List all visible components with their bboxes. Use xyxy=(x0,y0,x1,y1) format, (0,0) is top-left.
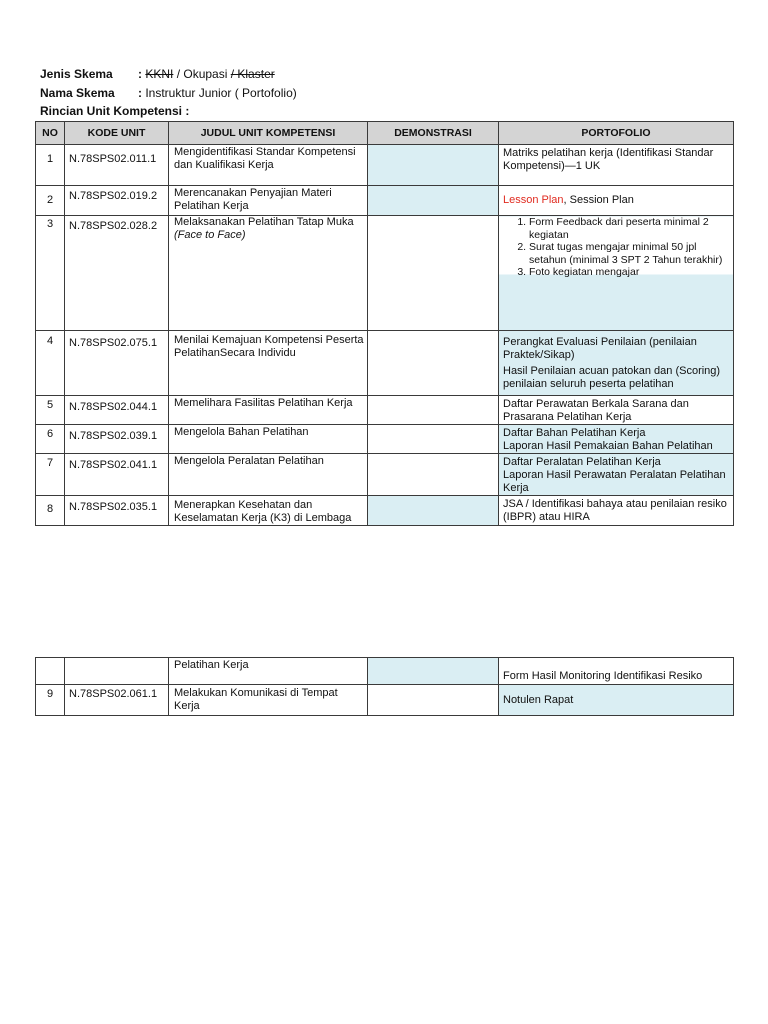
col-header-demonstrasi: DEMONSTRASI xyxy=(368,122,499,145)
cell-judul: Pelatihan Kerja xyxy=(169,658,368,685)
section-title: Rincian Unit Kompetensi : xyxy=(40,104,190,118)
cell-judul: Mengelola Bahan Pelatihan xyxy=(169,425,368,454)
cell-portofolio xyxy=(499,216,734,331)
cell-demonstrasi xyxy=(368,496,499,526)
cell-judul: Merencanakan Penyajian Materi Pelatihan Kerja xyxy=(169,186,368,216)
judul-text: Melaksanakan Pelatihan Tatap Muka xyxy=(174,216,354,228)
cell-kode: N.78SPS02.028.2 xyxy=(65,216,169,331)
table-row xyxy=(36,496,734,526)
cell-demonstrasi xyxy=(368,216,499,331)
cell-demonstrasi xyxy=(368,331,499,396)
jenis-okupasi: / Okupasi xyxy=(173,67,231,81)
table-row xyxy=(36,216,734,331)
cell-demonstrasi xyxy=(368,186,499,216)
cell-kode: N.78SPS02.044.1 xyxy=(65,396,169,425)
unit-kompetensi-table xyxy=(35,121,734,526)
cell-portofolio: Notulen Rapat xyxy=(499,685,734,716)
portofolio-line-2: Laporan Hasil Perawatan Peralatan Pelatihan Kerja xyxy=(503,469,726,494)
cell-judul: Mengelola Peralatan Pelatihan xyxy=(169,454,368,496)
cell-portofolio: Daftar Perawatan Berkala Sarana dan Prasarana Pelatihan Kerja xyxy=(499,396,734,425)
portofolio-line-2: Hasil Penilaian acuan patokan dan (Scoring) penilaian seluruh peserta pelatihan xyxy=(503,365,721,390)
cell-kode: N.78SPS02.011.1 xyxy=(65,145,169,186)
cell-kode: N.78SPS02.061.1 xyxy=(65,685,169,716)
cell-no: 3 xyxy=(36,216,65,331)
cell-kode xyxy=(65,658,169,685)
cell-portofolio xyxy=(499,425,734,454)
portofolio-list xyxy=(499,216,733,279)
cell-demonstrasi xyxy=(368,454,499,496)
cell-kode: N.78SPS02.075.1 xyxy=(65,331,169,396)
portofolio-line-1: Perangkat Evaluasi Penilaian (penilaian Praktek/Sikap) xyxy=(503,336,697,361)
table-row xyxy=(36,145,734,186)
cell-no: 6 xyxy=(36,425,65,454)
cell-no: 4 xyxy=(36,331,65,396)
cell-judul: Melakukan Komunikasi di Tempat Kerja xyxy=(169,685,368,716)
colon: : xyxy=(138,86,142,100)
lesson-plan-text: Lesson Plan xyxy=(503,194,564,206)
cell-portofolio xyxy=(499,454,734,496)
portofolio-line-1: Daftar Peralatan Pelatihan Kerja xyxy=(503,456,661,468)
nama-skema-value: Instruktur Junior ( Portofolio) xyxy=(145,86,297,100)
cell-demonstrasi xyxy=(368,658,499,685)
cell-no: 2 xyxy=(36,186,65,216)
jenis-skema-label: Jenis Skema xyxy=(40,67,113,81)
cell-kode: N.78SPS02.019.2 xyxy=(65,186,169,216)
unit-kompetensi-table-continued xyxy=(35,657,734,716)
table-row xyxy=(36,396,734,425)
cell-judul xyxy=(169,216,368,331)
cell-no: 5 xyxy=(36,396,65,425)
judul-italic: (Face to Face) xyxy=(174,229,246,241)
jenis-skema-line xyxy=(40,67,275,81)
cell-kode: N.78SPS02.039.1 xyxy=(65,425,169,454)
cell-demonstrasi xyxy=(368,396,499,425)
cell-portofolio xyxy=(499,186,734,216)
session-plan-text: , Session Plan xyxy=(563,194,634,206)
table-row xyxy=(36,454,734,496)
table-row xyxy=(36,186,734,216)
table-row xyxy=(36,685,734,716)
table-row xyxy=(36,331,734,396)
list-item: 3. Foto kegiatan mengajar xyxy=(529,266,733,279)
portofolio-line-1: Daftar Bahan Pelatihan Kerja xyxy=(503,427,646,439)
col-header-no: NO xyxy=(36,122,65,145)
cell-judul: Mengidentifikasi Standar Kompetensi dan Kualifikasi Kerja xyxy=(169,145,368,186)
list-item: 1. Form Feedback dari peserta minimal 2 kegiatan xyxy=(529,216,733,241)
portofolio-line-2: Laporan Hasil Pemakaian Bahan Pelatihan xyxy=(503,440,713,452)
cell-no: 9 xyxy=(36,685,65,716)
cell-no: 8 xyxy=(36,496,65,526)
cell-demonstrasi xyxy=(368,685,499,716)
table-header-row xyxy=(36,122,734,145)
colon: : xyxy=(138,67,142,81)
cell-kode: N.78SPS02.035.1 xyxy=(65,496,169,526)
cell-portofolio: Matriks pelatihan kerja (Identifikasi Standar Kompetensi)—1 UK xyxy=(499,145,734,186)
cell-portofolio: Form Hasil Monitoring Identifikasi Resiko xyxy=(499,658,734,685)
cell-portofolio: JSA / Identifikasi bahaya atau penilaian resiko (IBPR) atau HIRA xyxy=(499,496,734,526)
table-row xyxy=(36,658,734,685)
cell-judul: Menerapkan Kesehatan dan Keselamatan Kerja (K3) di Lembaga xyxy=(169,496,368,526)
nama-skema-label: Nama Skema xyxy=(40,86,115,100)
col-header-kode: KODE UNIT xyxy=(65,122,169,145)
jenis-kkni: KKNI xyxy=(145,67,174,81)
cell-kode: N.78SPS02.041.1 xyxy=(65,454,169,496)
cell-portofolio xyxy=(499,331,734,396)
cell-no xyxy=(36,658,65,685)
nama-skema-line xyxy=(40,86,297,100)
cell-judul: Memelihara Fasilitas Pelatihan Kerja xyxy=(169,396,368,425)
col-header-portofolio: PORTOFOLIO xyxy=(499,122,734,145)
list-item: 2. Surat tugas mengajar minimal 50 jpl setahun (minimal 3 SPT 2 Tahun terakhir) xyxy=(529,241,733,266)
cell-demonstrasi xyxy=(368,425,499,454)
cell-demonstrasi xyxy=(368,145,499,186)
col-header-judul: JUDUL UNIT KOMPETENSI xyxy=(169,122,368,145)
cell-no: 1 xyxy=(36,145,65,186)
jenis-klaster: / Klaster xyxy=(230,67,275,81)
table-row xyxy=(36,425,734,454)
cell-no: 7 xyxy=(36,454,65,496)
cell-judul: Menilai Kemajuan Kompetensi Peserta PelatihanSecara Individu xyxy=(169,331,368,396)
